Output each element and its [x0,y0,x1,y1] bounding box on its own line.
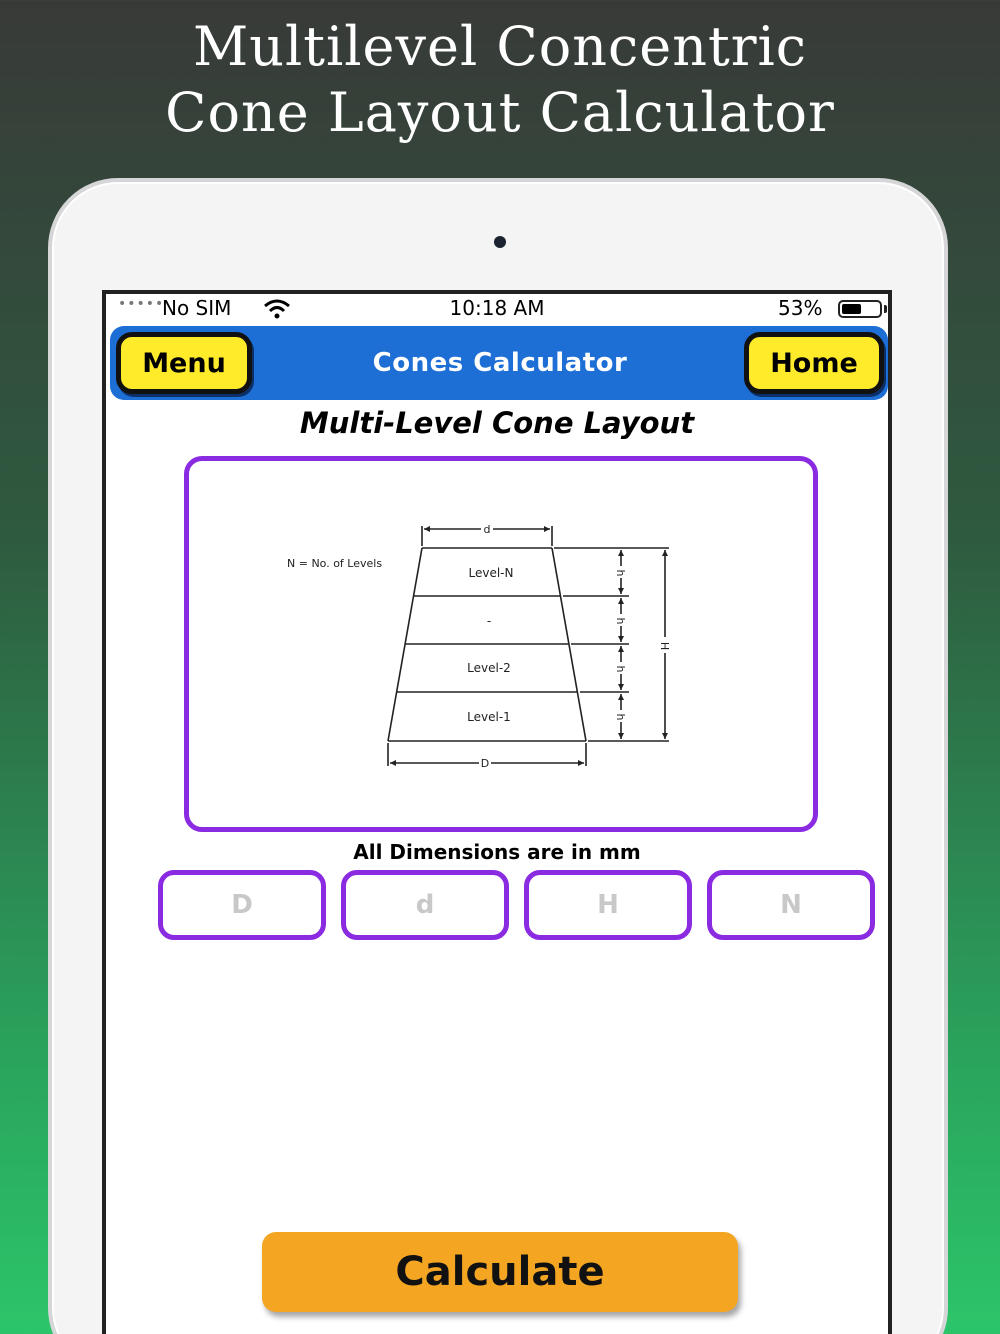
diagram-label-d: d [483,523,491,536]
headline-line-2: Cone Layout Calculator [165,81,835,144]
battery-percent: 53% [778,296,823,320]
app-screen [102,290,892,1334]
levels-input[interactable] [707,870,875,940]
diameter-small-input[interactable] [341,870,509,940]
height-input[interactable] [524,870,692,940]
diagram-level-2: Level-2 [467,661,511,675]
battery-icon [838,300,882,318]
nav-title: Cones Calculator [372,348,628,378]
nav-bar [110,326,888,400]
page-title: Multi-Level Cone Layout [299,406,695,440]
diagram-label-h-1: h [614,569,627,577]
diagram-label-h-3: h [614,665,627,673]
status-time: 10:18 AM [449,296,545,320]
cone-diagram [184,456,818,832]
dimensions-note: All Dimensions are in mm [353,840,641,864]
headline-line-1: Multilevel Concentric [192,15,808,78]
battery-fill [842,304,861,314]
diagram-label-D: D [480,757,490,770]
diagram-legend: N = No. of Levels [287,557,383,570]
diameter-large-input[interactable] [158,870,326,940]
promo-headline [0,14,1000,146]
camera-dot [494,236,506,248]
diagram-level-n: Level-N [468,566,514,580]
status-bar [106,294,888,324]
battery-cap [884,305,887,313]
cone-diagram-drawing [189,461,813,827]
calculate-button[interactable]: Calculate [262,1232,738,1312]
diagram-label-H: H [658,641,671,651]
home-button[interactable]: Home [744,332,884,394]
menu-button[interactable]: Menu [116,332,252,394]
carrier-label: No SIM [162,296,232,320]
diagram-level-dash: - [486,614,492,628]
signal-icon: ••••• [118,296,165,312]
dimension-inputs [158,870,878,942]
diagram-label-h-2: h [614,617,627,625]
diagram-label-h-4: h [614,713,627,721]
diagram-level-1: Level-1 [467,710,511,724]
